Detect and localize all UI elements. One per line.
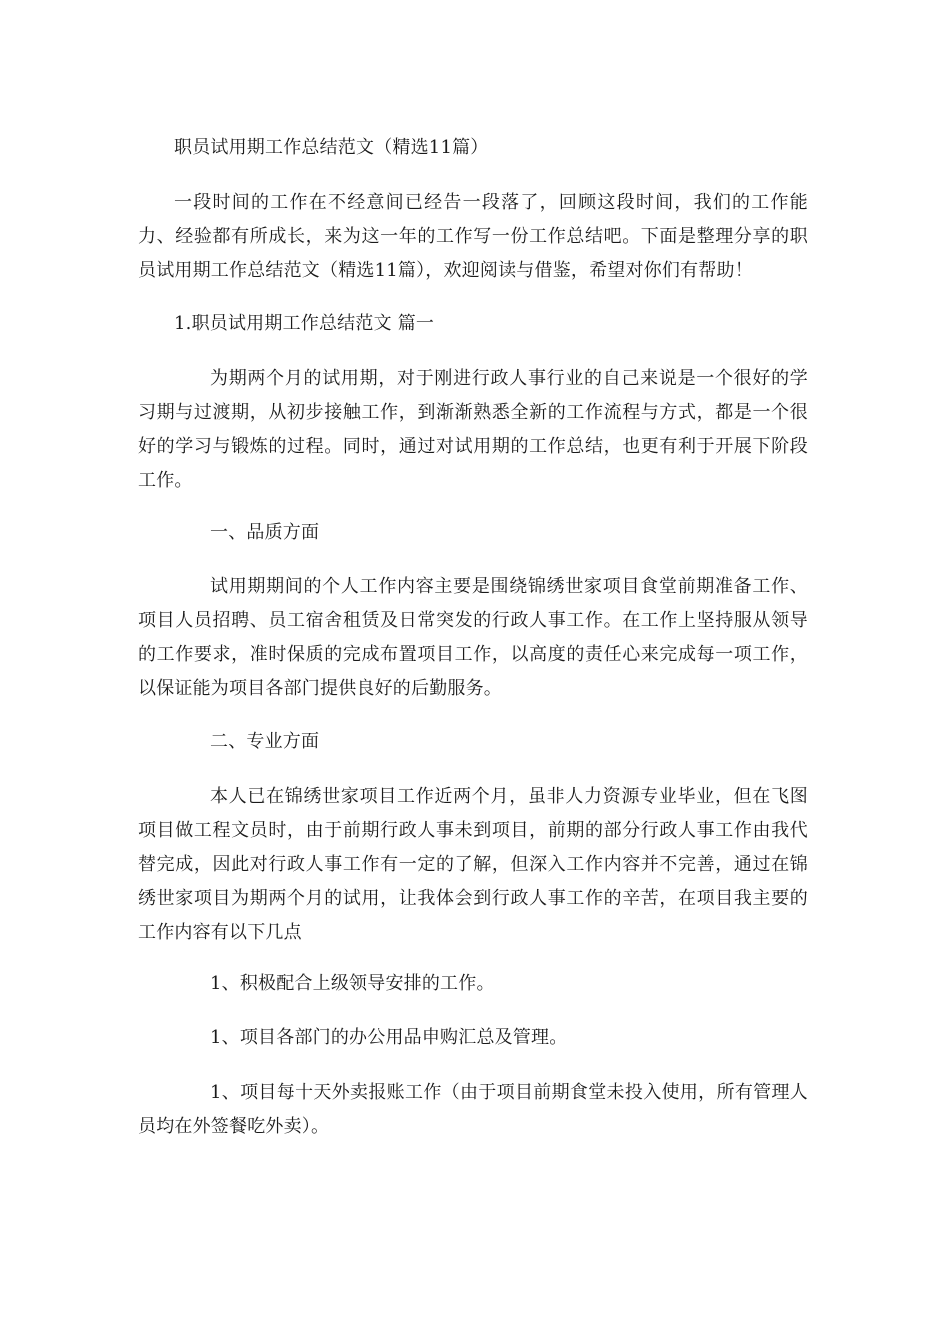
list-item: 1、项目各部门的办公用品申购汇总及管理。 [210,1027,568,1048]
intro-paragraph: 一段时间的工作在不经意间已经告一段落了，回顾这段时间，我们的工作能力、经验都有所成长，来为这一年的工作写一份工作总结吧。下面是整理分享的职员试用期工作总结范文（精选11篇），欢迎阅读与借鉴，希望对你们有帮助！ [138,192,808,281]
heading-quality: 一、品质方面 [210,522,320,543]
heading-professional: 二、专业方面 [210,731,320,752]
paragraph-quality: 试用期期间的个人工作内容主要是围绕锦绣世家项目食堂前期准备工作、项目人员招聘、员工宿舍租赁及日常突发的行政人事工作。在工作上坚持服从领导的工作要求，准时保质的完成布置项目工作，以高度的责任心来完成每一项工作，以保证能为项目各部门提供良好的后勤服务。 [138,576,808,699]
paragraph-trial-period: 为期两个月的试用期，对于刚进行政人事行业的自己来说是一个很好的学习期与过渡期，从初步接触工作，到渐渐熟悉全新的工作流程与方式，都是一个很好的学习与锻炼的过程。同时，通过对试用期的工作总结，也更有利于开展下阶段工作。 [138,368,808,491]
document-title: 职员试用期工作总结范文（精选11篇） [174,137,489,158]
list-item: 1、积极配合上级领导安排的工作。 [210,973,495,994]
paragraph-professional: 本人已在锦绣世家项目工作近两个月，虽非人力资源专业毕业，但在飞图项目做工程文员时，由于前期行政人事未到项目，前期的部分行政人事工作由我代替完成，因此对行政人事工作有一定的了解，但深入工作内容并不完善，通过在锦绣世家项目为期两个月的试用，让我体会到行政人事工作的辛苦，在项目我主要的工作内容有以下几点 [138,786,808,943]
list-item: 1、项目每十天外卖报账工作（由于项目前期食堂未投入使用，所有管理人员均在外签餐吃外卖）。 [138,1082,808,1137]
section-heading: 1.职员试用期工作总结范文 篇一 [174,313,435,334]
